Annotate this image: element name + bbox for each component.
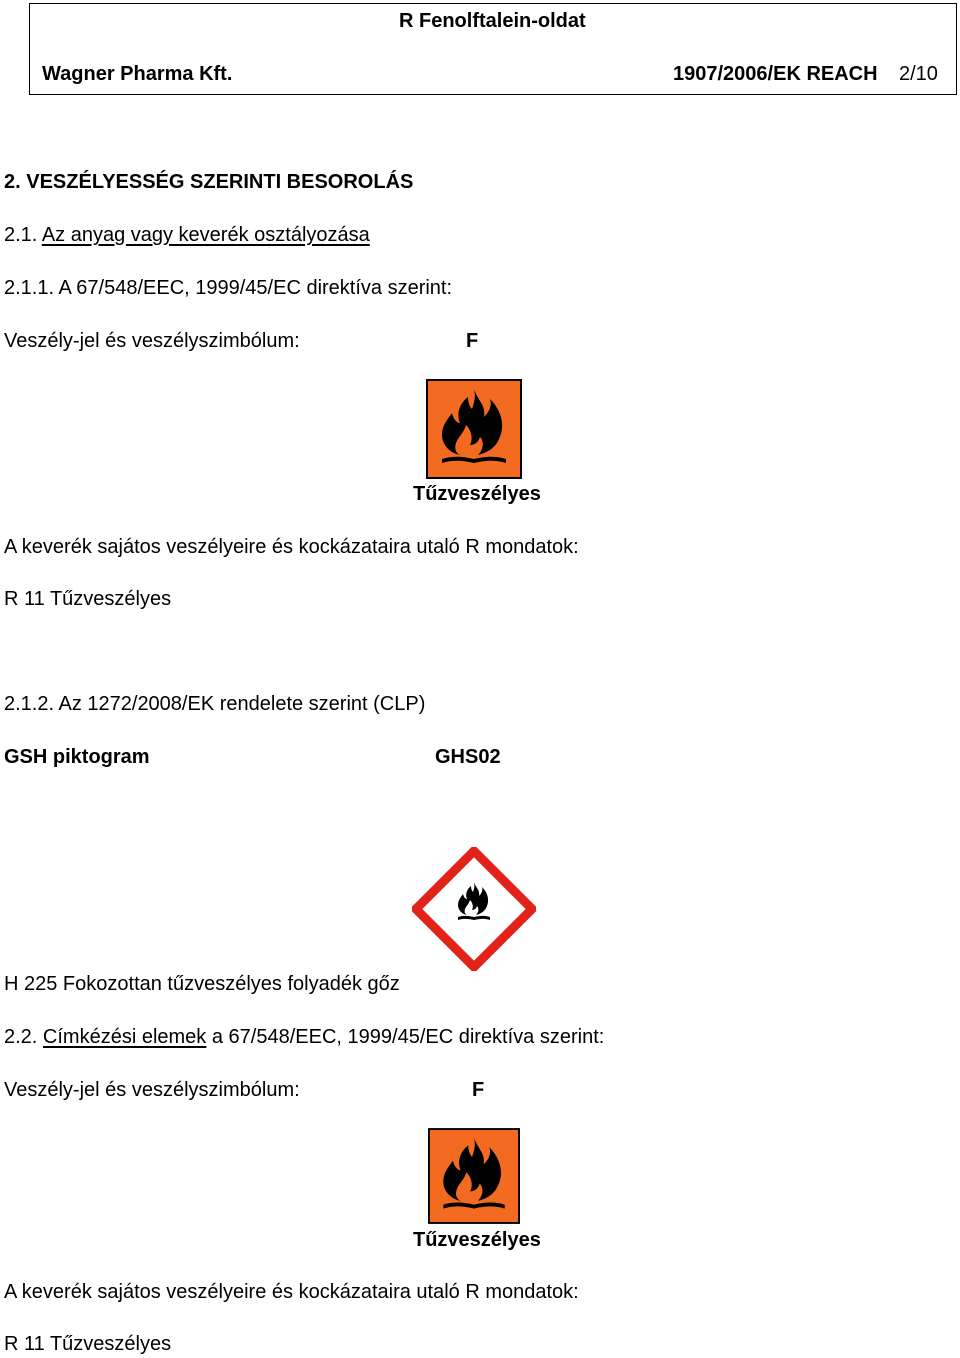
subsection-2-2 xyxy=(4,1027,604,1047)
subsection-2-1-2: 2.1.2. Az 1272/2008/EK rendelete szerint (CLP) xyxy=(4,693,426,715)
symbol-code-2: F xyxy=(472,1079,485,1101)
subsection-2-1-number: 2.1. xyxy=(4,224,38,246)
symbol-label-1: Veszély-jel és veszélyszimbólum: xyxy=(4,330,300,352)
section-heading: 2. VESZÉLYESSÉG SZERINTI BESOROLÁS xyxy=(4,171,414,193)
regulation-ref: 1907/2006/EK REACH xyxy=(673,63,878,85)
symbol-label-2: Veszély-jel és veszélyszimbólum: xyxy=(4,1079,300,1101)
r-phrases-label-1: A keverék sajátos veszélyeire és kockázataira utaló R mondatok: xyxy=(4,536,579,558)
r-phrase-2: R 11 Tűzveszélyes xyxy=(4,1333,172,1355)
ghs-code: GHS02 xyxy=(435,746,501,768)
page-number: 2/10 xyxy=(899,63,938,85)
r-phrases-label-2: A keverék sajátos veszélyeire és kockázataira utaló R mondatok: xyxy=(4,1281,579,1303)
h-phrase: H 225 Fokozottan tűzveszélyes folyadék gőz xyxy=(4,973,400,995)
subsection-2-2-title: Címkézési elemek xyxy=(42,1026,207,1048)
symbol-code-1: F xyxy=(466,330,479,352)
pictogram-caption-1: Tűzveszélyes xyxy=(413,483,541,505)
subsection-2-1-title: Az anyag vagy keverék osztályozása xyxy=(41,224,370,246)
pictogram-caption-2: Tűzveszélyes xyxy=(413,1229,541,1251)
subsection-2-1-1: 2.1.1. A 67/548/EEC, 1999/45/EC direktíva szerint: xyxy=(4,277,453,299)
r-phrase-1: R 11 Tűzveszélyes xyxy=(4,588,172,610)
ghs02-pictogram xyxy=(412,847,536,971)
subsection-2-2-number: 2.2. xyxy=(4,1026,38,1048)
company-name: Wagner Pharma Kft. xyxy=(42,63,233,85)
product-title: R Fenolftalein-oldat xyxy=(399,10,586,32)
flammable-hazard-pictogram xyxy=(426,379,522,479)
subsection-2-1 xyxy=(4,225,370,245)
ghs-label: GSH piktogram xyxy=(4,746,150,768)
subsection-2-2-rest: a 67/548/EEC, 1999/45/EC direktíva szerint: xyxy=(211,1026,605,1048)
flammable-hazard-pictogram xyxy=(428,1128,520,1224)
